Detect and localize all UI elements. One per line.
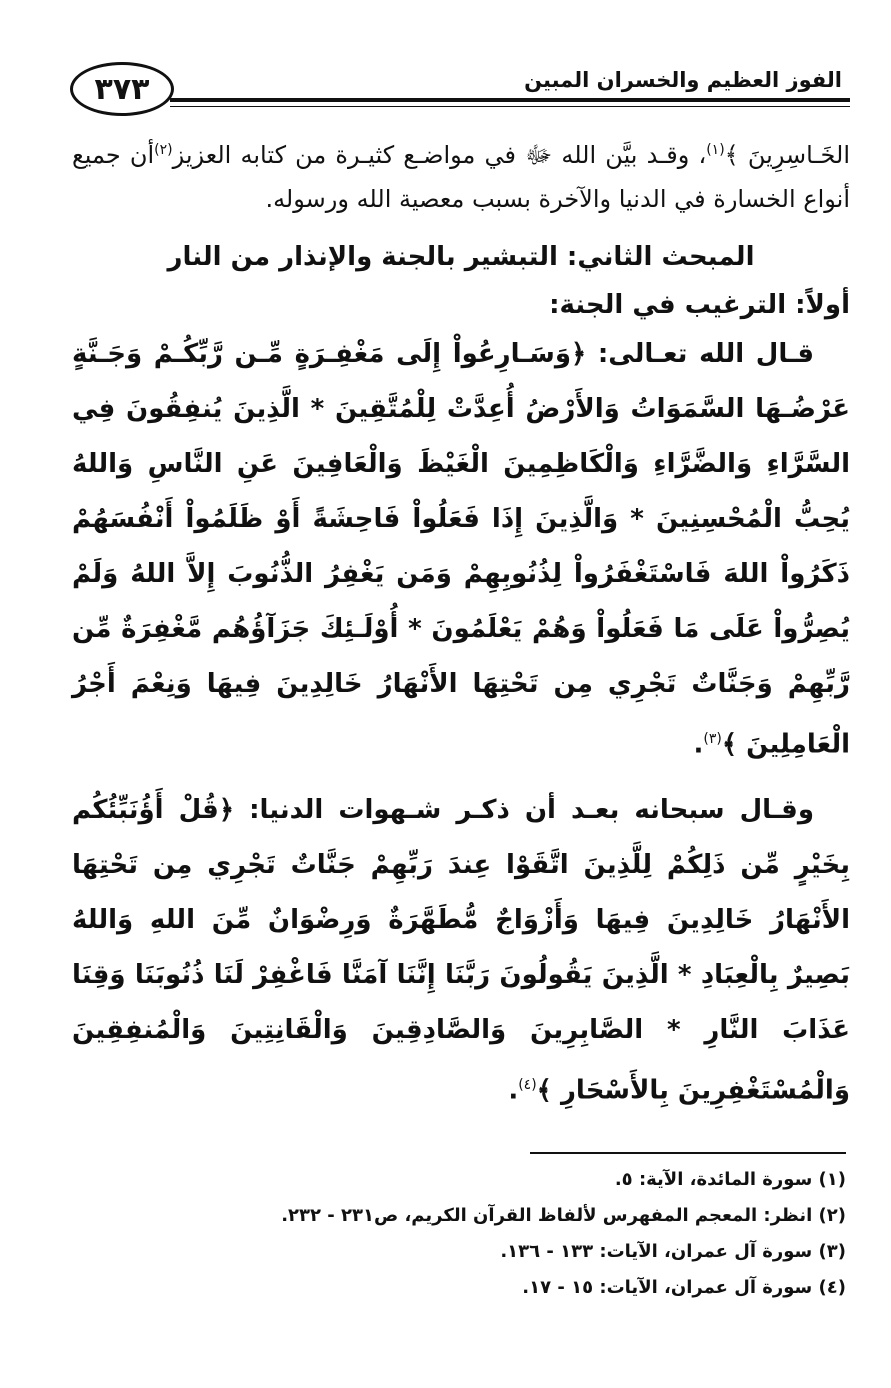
intro-part-2: ، وقـد بيَّن الله ﷻ في مواضـع كثيـرة من كتابه العزيز — [172, 141, 707, 169]
sub-heading: أولاً: الترغيب في الجنة: — [549, 290, 850, 320]
quote2-verses: ﴿قُلْ أَؤُنَبِّئُكُم بِخَيْرٍ مِّن ذَلِكُمْ لِلَّذِينَ اتَّقَوْا عِندَ رَبِّهِمْ جَنَّاتٌ تَجْرِي مِن تَحْتِهَا الأَنْهَارُ خَالِدِينَ فِيهَا وَأَزْوَاجٌ مُّطَهَّرَةٌ وَرِضْوَانٌ مِّنَ اللهِ وَاللهُ بَصِيرٌ بِالْعِبَادِ * الَّذِينَ يَقُولُونَ رَبَّنَا إِنَّنَا آمَنَّا فَاغْفِرْ لَنَا ذُنُوبَنَا وَقِنَا عَذَابَ النَّارِ * الصَّابِرِينَ وَالصَّادِقِينَ وَالْقَانِتِينَ وَالْمُنفِقِينَ وَالْمُسْتَغْفِرِينَ بِالأَسْحَارِ ﴾ — [72, 794, 850, 1106]
quote2-intro: وقـال سبحانه بعـد أن ذكـر شـهوات الدنيا: — [234, 794, 814, 825]
footnote-1: (١) سورة المائدة، الآية: ٥. — [614, 1169, 846, 1190]
footnote-4: (٤) سورة آل عمران، الآيات: ١٥ - ١٧. — [522, 1277, 846, 1298]
footnotes-section — [72, 1162, 846, 1306]
quran-quote-paragraph-2 — [72, 783, 850, 1119]
quran-quote-paragraph-1 — [72, 327, 850, 773]
page-body — [72, 128, 850, 1118]
paragraph-gap — [72, 773, 850, 783]
header-rule-thick — [170, 98, 850, 102]
quote1-end: . — [693, 729, 704, 760]
footnote-separator — [530, 1152, 846, 1154]
page-header — [70, 52, 850, 122]
quote1-intro: قـال الله تعـالى: — [586, 339, 814, 369]
footnote-ref-1[interactable]: (١) — [706, 142, 725, 158]
intro-part-3: أن جميع أنواع الخسارة في الدنيا والآخرة بسبب معصية الله ورسوله. — [72, 141, 850, 213]
quote1-verses: ﴿وَسَـارِعُواْ إِلَى مَغْفِـرَةٍ مِّـن رَّبِّكُـمْ وَجَـنَّةٍ عَرْضُـهَا السَّمَوَاتُ وَالأَرْضُ أُعِدَّتْ لِلْمُتَّقِينَ * الَّذِينَ يُنفِقُونَ فِي السَّرَّاءِ وَالضَّرَّاءِ وَالْكَاظِمِينَ الْغَيْظَ وَالْعَافِينَ عَنِ النَّاسِ وَاللهُ يُحِبُّ الْمُحْسِنِينَ * وَالَّذِينَ إِذَا فَعَلُواْ فَاحِشَةً أَوْ ظَلَمُواْ أَنْفُسَهُمْ ذَكَرُواْ اللهَ فَاسْتَغْفَرُواْ لِذُنُوبِهِمْ وَمَن يَغْفِرُ الذُّنُوبَ إِلاَّ اللهُ وَلَمْ يُصِرُّواْ عَلَى مَا فَعَلُواْ وَهُمْ يَعْلَمُونَ * أُوْلَـئِكَ جَزَآؤُهُم مَّغْفِرَةٌ مِّن رَّبِّهِمْ وَجَنَّاتٌ تَجْرِي مِن تَحْتِهَا الأَنْهَارُ خَالِدِينَ فِيهَا وَنِعْمَ أَجْرُ الْعَامِلِينَ ﴾ — [72, 339, 850, 760]
quote2-end: . — [508, 1075, 519, 1106]
page-number-badge: ٣٧٣ — [70, 62, 174, 116]
footnote-ref-3[interactable]: (٣) — [703, 731, 722, 747]
footnote-3: (٣) سورة آل عمران، الآيات: ١٣٣ - ١٣٦. — [500, 1241, 846, 1262]
footnote-2: (٢) انظر: المعجم المفهرس لألفاظ القرآن الكريم، ص٢٣١ - ٢٣٢. — [281, 1205, 846, 1226]
intro-part-1: الخَـاسِرِينَ ﴾ — [724, 141, 850, 169]
footnote-ref-2[interactable]: (٢) — [154, 142, 173, 158]
section-heading: المبحث الثاني: التبشير بالجنة والإنذار من النار — [167, 242, 755, 272]
footnote-ref-4[interactable]: (٤) — [518, 1076, 537, 1093]
header-rule-thin — [170, 106, 850, 107]
intro-paragraph — [72, 128, 850, 221]
running-title: الفوز العظيم والخسران المبين — [524, 68, 842, 92]
